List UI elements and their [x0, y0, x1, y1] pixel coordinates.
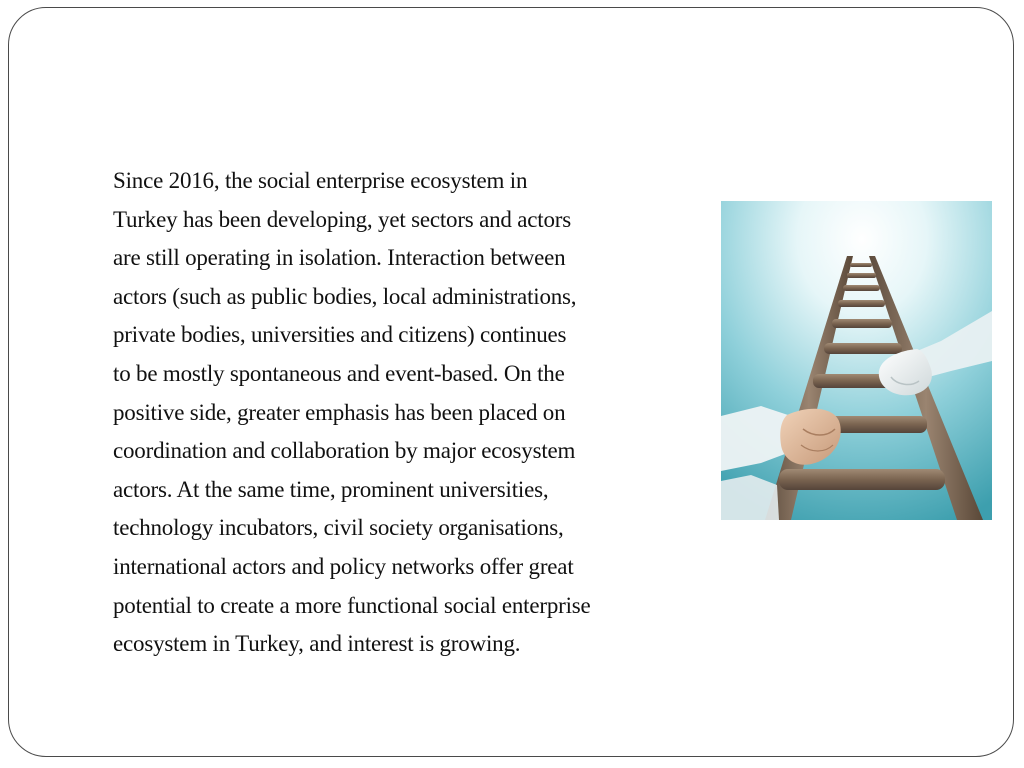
ladder-hands-image: [721, 201, 992, 520]
paragraph-line: Since 2016, the social enterprise ecosystem in: [113, 168, 528, 193]
paragraph-line: international actors and policy networks offer great: [113, 553, 574, 579]
paragraph-line: actors. At the same time, prominent universities,: [113, 476, 549, 502]
paragraph-line: potential to create a more functional social enterprise: [113, 592, 591, 618]
paragraph-line: to be mostly spontaneous and event-based. On the: [113, 360, 565, 386]
paragraph-line: are still operating in isolation. Interaction between: [113, 245, 566, 271]
paragraph-line: technology incubators, civil society organisations,: [113, 515, 564, 541]
paragraph-line: actors (such as public bodies, local administrations,: [113, 283, 577, 309]
paragraph-line: Turkey has been developing, yet sectors and actors: [113, 206, 571, 232]
paragraph-line: positive side, greater emphasis has been placed on: [113, 399, 566, 425]
body-paragraph: [113, 162, 723, 664]
paragraph-line: coordination and collaboration by major ecosystem: [113, 438, 576, 464]
paragraph-line: private bodies, universities and citizens) continues: [113, 322, 567, 348]
paragraph-line: ecosystem in Turkey, and interest is growing.: [113, 631, 521, 657]
